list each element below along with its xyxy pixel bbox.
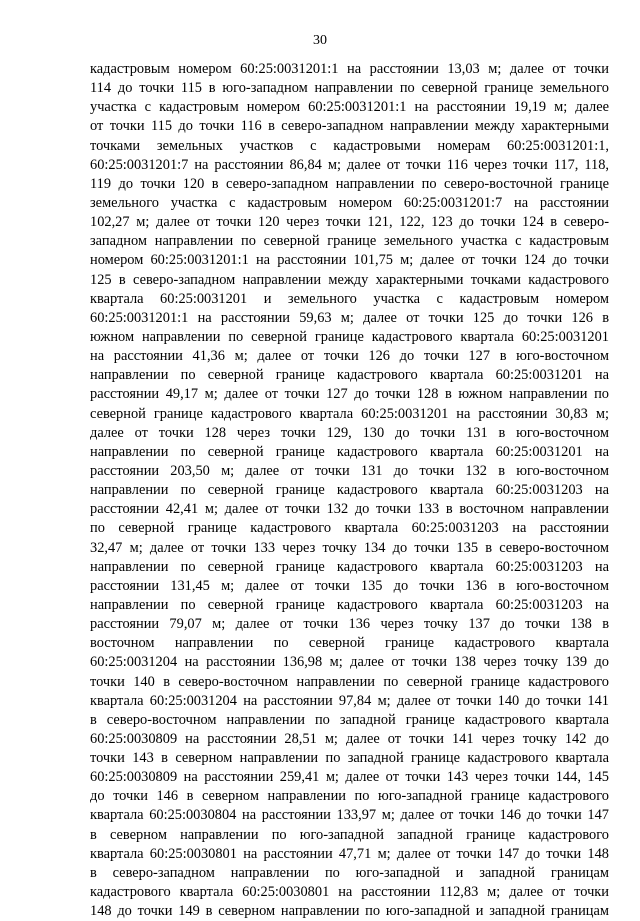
text-line: номером 60:25:0031201:1 на расстоянии 101,75 м; далее от точки 124 до точки <box>90 252 609 269</box>
text-line: направлении по северной границе кадастрового квартала 60:25:0031201 на <box>90 367 609 384</box>
text-line: 60:25:0031204 на расстоянии 136,98 м; далее от точки 138 через точку 139 до <box>90 654 609 671</box>
text-line: расстоянии 131,45 м; далее от точки 135 до точки 136 в юго-восточном <box>90 577 609 594</box>
text-line: земельного участка с кадастровым номером 60:25:0031201:7 на расстоянии <box>90 194 609 211</box>
text-line: 60:25:0031201:1 на расстоянии 59,63 м; далее от точки 125 до точки 126 в <box>90 309 609 326</box>
text-line: квартала 60:25:0031204 на расстоянии 97,84 м; далее от точки 140 до точки 141 <box>90 692 609 709</box>
text-line: 119 до точки 120 в северо-западном направлении по северо-восточной границе <box>90 175 609 192</box>
text-line: расстоянии 49,17 м; далее от точки 127 до точки 128 в южном направлении по <box>90 386 609 403</box>
text-line: 114 до точки 115 в юго-западном направлении по северной границе земельного <box>90 80 609 97</box>
text-line: в северном направлении по юго-западной западной границе кадастрового <box>90 826 609 843</box>
text-line: расстоянии 79,07 м; далее от точки 136 через точку 137 до точки 138 в <box>90 616 609 633</box>
text-line: точки 143 в северном направлении по западной границе кадастрового квартала <box>90 750 609 767</box>
text-line: по северной границе кадастрового квартала 60:25:0031203 на расстоянии <box>90 520 609 537</box>
text-line: в северо-восточном направлении по западной границе кадастрового квартала <box>90 711 609 728</box>
text-line: направлении по северной границе кадастрового квартала 60:25:0031203 на <box>90 558 609 575</box>
text-line: до точки 146 в северном направлении по юго-западной границе кадастрового <box>90 788 609 805</box>
text-line: 125 в северо-западном направлении между характерными точками кадастрового <box>90 271 609 288</box>
text-line: 32,47 м; далее от точки 133 через точку 134 до точки 135 в северо-восточном <box>90 539 609 556</box>
text-line: в северо-западном направлении по юго-западной и западной границам <box>90 864 609 881</box>
text-line: квартала 60:25:0030804 на расстоянии 133,97 м; далее от точки 146 до точки 147 <box>90 807 609 824</box>
text-line: направлении по северной границе кадастрового квартала 60:25:0031203 на <box>90 482 609 499</box>
text-line: направлении по северной границе кадастрового квартала 60:25:0031203 на <box>90 596 609 613</box>
text-line: западном направлении по северной границе земельного участка с кадастровым <box>90 233 609 250</box>
text-line: далее от точки 128 через точки 129, 130 до точки 131 в юго-восточном <box>90 424 609 441</box>
page-number: 30 <box>313 33 327 48</box>
text-line: расстоянии 203,50 м; далее от точки 131 до точки 132 в юго-восточном <box>90 462 609 479</box>
text-line: точками земельных участков с кадастровыми номерам 60:25:0031201:1, <box>90 137 609 154</box>
text-line: 102,27 м; далее от точки 120 через точки 121, 122, 123 до точки 124 в северо- <box>90 214 609 231</box>
text-line: восточном направлении по северной границе кадастрового квартала <box>90 635 609 652</box>
text-line: 60:25:0031201:7 на расстоянии 86,84 м; далее от точки 116 через точки 117, 118, <box>90 156 609 173</box>
text-line: кадастровым номером 60:25:0031201:1 на расстоянии 13,03 м; далее от точки <box>90 61 609 77</box>
text-line: 60:25:0030809 на расстоянии 259,41 м; далее от точки 143 через точки 144, 145 <box>90 769 609 786</box>
text-line: квартала 60:25:0031201 и земельного участка с кадастровым номером <box>90 290 609 307</box>
text-line: точки 140 в северо-восточном направлении по северной границе кадастрового <box>90 673 609 690</box>
text-line: 60:25:0030809 на расстоянии 28,51 м; далее от точки 141 через точку 142 до <box>90 730 609 747</box>
text-line: квартала 60:25:0030801 на расстоянии 47,71 м; далее от точки 147 до точки 148 <box>90 845 609 862</box>
text-line: на расстоянии 41,36 м; далее от точки 126 до точки 127 в юго-восточном <box>90 348 609 365</box>
text-line: южном направлении по северной границе кадастрового квартала 60:25:0031201 <box>90 328 609 345</box>
text-line: направлении по северной границе кадастрового квартала 60:25:0031201 на <box>90 443 609 460</box>
text-line: северной границе кадастрового квартала 60:25:0031201 на расстоянии 30,83 м; <box>90 405 609 422</box>
text-line: 148 до точки 149 в северном направлении по юго-западной и западной границам <box>90 903 609 920</box>
text-line: от точки 115 до точки 116 в северо-западном направлении между характерными <box>90 118 609 135</box>
text-line: участка с кадастровым номером 60:25:0031201:1 на расстоянии 19,19 м; далее <box>90 99 609 116</box>
text-line: кадастрового квартала 60:25:0030801 на расстоянии 112,83 м; далее от точки <box>90 884 609 901</box>
body-text <box>90 60 609 921</box>
text-line: расстоянии 42,41 м; далее от точки 132 до точки 133 в восточном направлении <box>90 501 609 518</box>
